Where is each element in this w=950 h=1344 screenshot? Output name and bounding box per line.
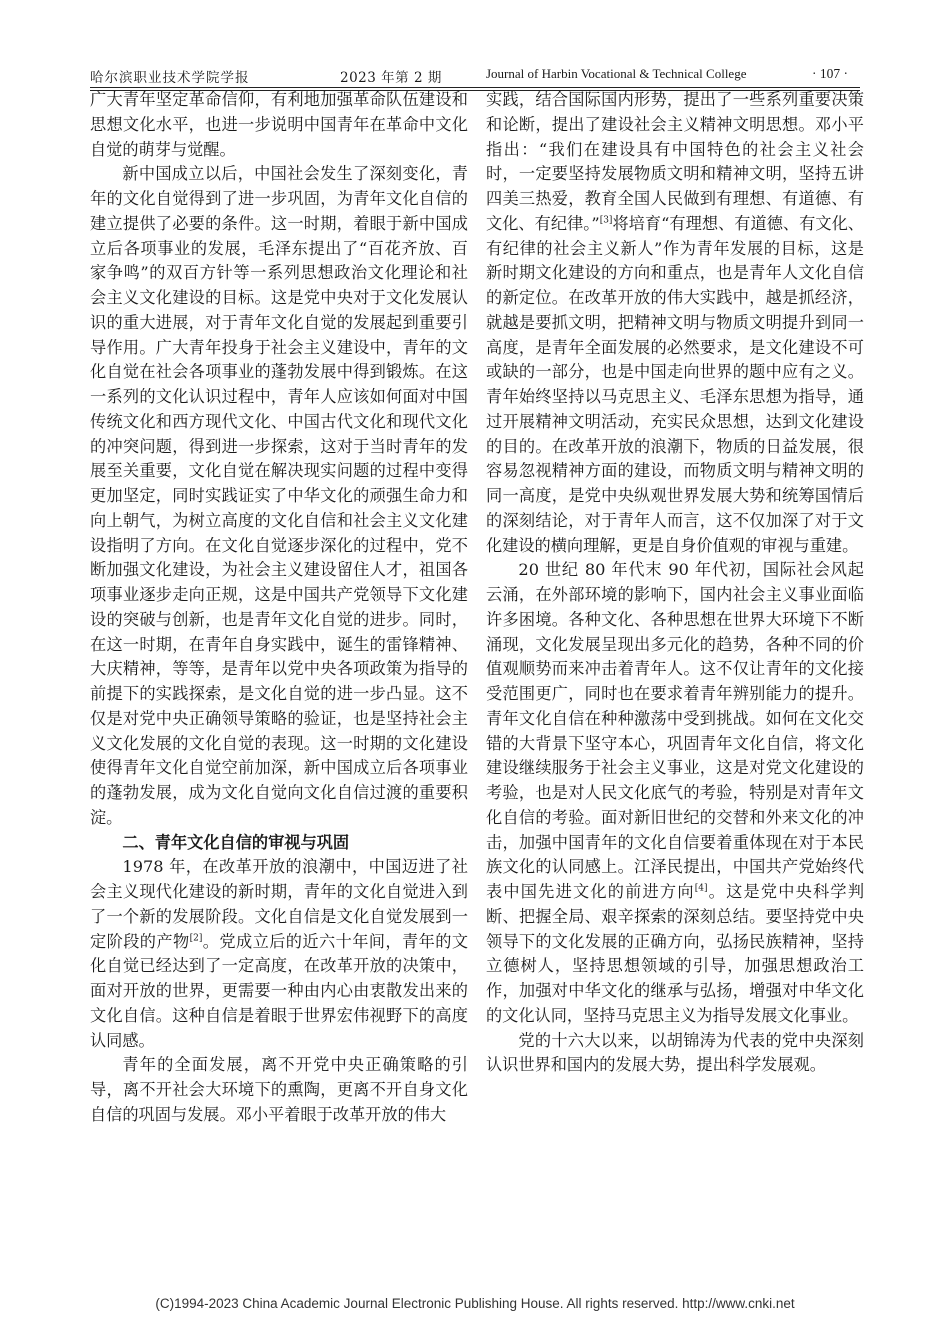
paragraph: 青年的全面发展，离不开党中央正确策略的引导，离不开社会大环境下的熏陶，更离不开自身文化自信的巩固与发展。邓小平着眼于改革开放的伟大: [90, 1055, 468, 1124]
paragraph-text: 将培育“有理想、有道德、有文化、有纪律的社会主义新人”作为青年发展的目标，这是新时期文化建设的方向和重点，也是青年人文化自信的新定位。在改革开放的伟大实践中，越是抓经济，就越是要抓文明，把精神文明与物质文明提升到同一高度，是青年全面发展的必然要求，是文化建设不可或缺的一部分，也是中国走向世界的题中应有之义。青年始终坚持以马克思主义、毛泽东思想为指导，通过开展精神文明活动，充实民众思想，达到文化建设的目的。在改革开放的浪潮下，物质的日益发展，很容易忽视精神方面的建设，而物质文明与精神文明的同一高度，是党中央纵观世界发展大势和统筹国情后的深刻结论，对于青年人而言，这不仅加深了对于文化建设的横向理解，更是自身价值观的审视与重建。: [486, 213, 864, 555]
paragraph: 党的十六大以来，以胡锦涛为代表的党中央深刻认识世界和国内的发展大势，提出科学发展观。: [486, 1030, 864, 1075]
issue-label: 2023 年第 2 期: [340, 70, 442, 86]
paragraph: [90, 855, 468, 1053]
paragraph: [486, 558, 864, 1028]
running-header: [90, 66, 860, 88]
citation-ref: [2]: [189, 933, 203, 944]
paragraph: 广大青年坚定革命信仰，有利地加强革命队伍建设和思想文化水平，也进一步说明中国青年在革命中文化自觉的萌芽与觉醒。: [90, 90, 468, 159]
page-number: · 107 ·: [812, 66, 848, 81]
paragraph-text: 实践，结合国际国内形势，提出了一些系列重要决策和论断，提出了建设社会主义精神文明思想。邓小平指出：“我们在建设具有中国特色的社会主义社会时，一定要坚持发展物质文明和精神文明，坚持五讲四美三热爱，教育全国人民做到有理想、有道德、有文化、有纪律。”: [486, 90, 864, 233]
copyright-footer: (C)1994-2023 China Academic Journal Electronic Publishing House. All rights reserved. http://www.cnki.net: [155, 1296, 795, 1311]
paragraph-text: 20 世纪 80 年代末 90 年代初，国际社会风起云涌，在外部环境的影响下，国内社会主义事业面临许多困境。各种文化、各种思想在世界大环境下不断涌现，文化发展呈现出多元化的趋势，各种不同的价值观顺势而来冲击着青年人。这不仅让青年的文化接受范围更广，同时也在要求着青年辨别能力的提升。青年文化自信在种种激荡中受到挑战。如何在文化交错的大背景下坚守本心，巩固青年文化自信，将文化建设继续服务于社会主义事业，这是对党文化建设的考验，也是对人民文化底气的考验，特别是对青年文化自信的考验。面对新旧世纪的交替和外来文化的冲击，加强中国青年的文化自信要着重体现在对于本民族文化的认同感上。江泽民提出，中国共产党始终代表中国先进文化的前进方向: [486, 560, 864, 901]
paragraph: [486, 88, 864, 558]
right-column: [486, 88, 864, 1283]
paragraph-text: 。党成立后的近六十年间，青年的文化自觉已经达到了一定高度，在改革开放的决策中，面对开放的世界，更需要一种由内心由衷散发出来的文化自信。这种自信是着眼于世界宏伟视野下的高度认同感。: [90, 931, 468, 1050]
left-column: [90, 88, 468, 1283]
journal-title-en: Journal of Harbin Vocational & Technical College: [486, 66, 747, 81]
citation-ref: [3]: [599, 215, 613, 226]
citation-ref: [4]: [694, 883, 708, 894]
paragraph-text: 。这是党中央科学判断、把握全局、艰辛探索的深刻总结。要坚持党中央领导下的文化发展的正确方向，弘扬民族精神，坚持立德树人，坚持思想领域的引导，加强思想政治工作，加强对中华文化的继承与弘扬，增强对中华文化的文化认同，坚持马克思主义为指导发展文化事业。: [486, 882, 864, 1025]
section-heading: 二、青年文化自信的审视与巩固: [122, 832, 350, 852]
paragraph: 新中国成立以后，中国社会发生了深刻变化，青年的文化自觉得到了进一步巩固，为青年文化自信的建立提供了必要的条件。这一时期，着眼于新中国成立后各项事业的发展，毛泽东提出了“百花齐放、百家争鸣”的双百方针等一系列思想政治文化理论和社会主义文化建设的目标。这是党中央对于文化发展认识的重大进展，对于青年文化自觉的发展起到重要引导作用。广大青年投身于社会主义建设中，青年的文化自觉在社会各项事业的蓬勃发展中得到锻炼。在这一系列的文化认识过程中，青年人应该如何面对中国传统文化和西方现代文化、中国古代文化和现代文化的冲突问题，得到进一步探索，这对于当时青年的发展至关重要，文化自觉在解决现实问题的过程中变得更加坚定，同时实践证实了中华文化的顽强生命力和向上朝气，为树立高度的文化自信和社会主义文化建设指明了方向。在文化自觉逐步深化的过程中，党不断加强文化建设，为社会主义建设留住人才，祖国各项事业逐步走向正规，这是中国共产党领导下文化建设的突破与创新，也是青年文化自觉的进步。同时，在这一时期，在青年自身实践中，诞生的雷锋精神、大庆精神，等等，是青年以党中央各项政策为指导的前提下的实践探索，是文化自觉的进一步凸显。这不仅是对党中央正确领导策略的验证，也是坚持社会主义文化发展的文化自觉的表现。这一时期的文化建设使得青年文化自觉空前加深，新中国成立后各项事业的蓬勃发展，成为文化自觉向文化自信过渡的重要积淀。: [90, 164, 468, 827]
paragraph-text: 1978 年，在改革开放的浪潮中，中国迈进了社会主义现代化建设的新时期，青年的文化自觉进入到了一个新的发展阶段。文化自信是文化自觉发展到一定阶段的产物: [90, 857, 468, 951]
journal-title-cn: 哈尔滨职业技术学院学报: [90, 70, 250, 86]
